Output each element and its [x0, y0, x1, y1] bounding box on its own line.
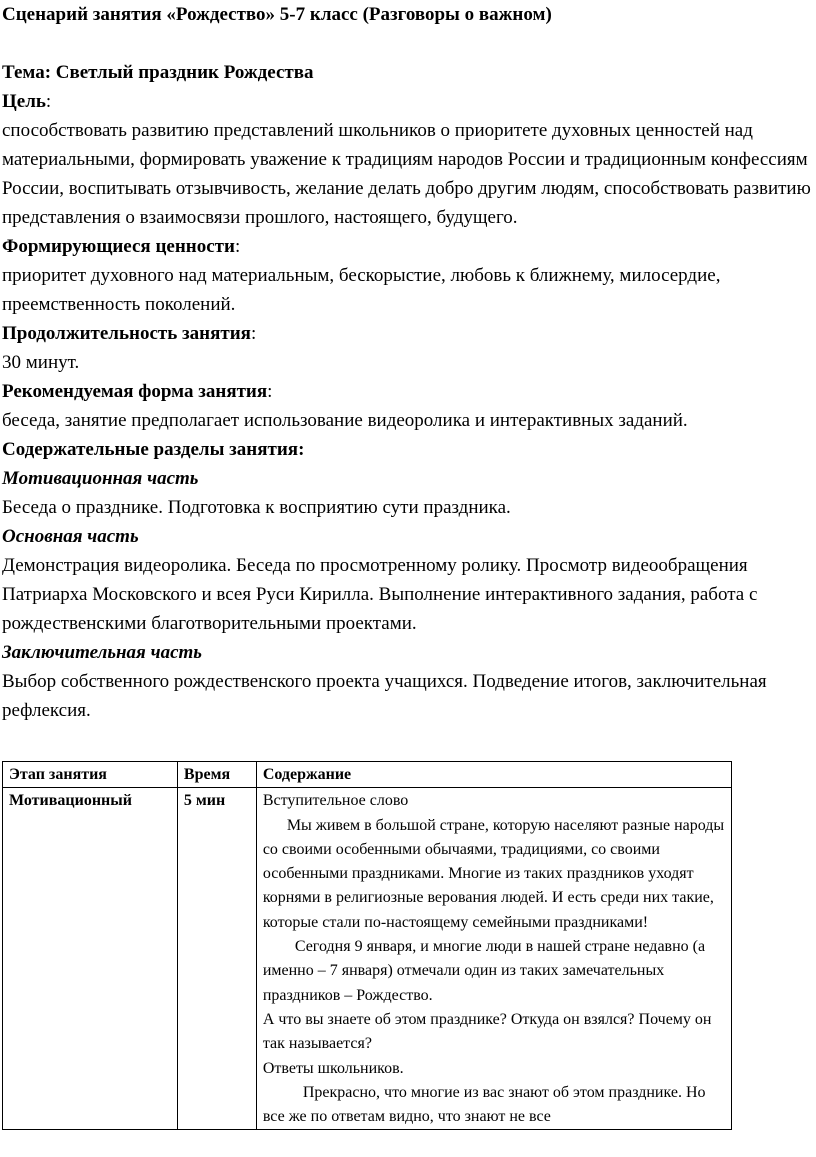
table-row	[3, 788, 732, 1130]
content-paragraph: Прекрасно, что многие из вас знают об этом празднике. Но все же по ответам видно, что знают не все	[262, 1083, 706, 1126]
header-content: Содержание	[256, 762, 731, 788]
content-intro: Вступительное слово	[262, 792, 409, 810]
duration-label: Продолжительность занятия	[2, 323, 251, 344]
duration-text: 30 минут.	[2, 352, 80, 373]
form-label-line: Рекомендуемая форма занятия:	[2, 381, 273, 402]
table-header-row	[3, 762, 732, 788]
form-text: беседа, занятие предполагает использование видеоролика и интерактивных заданий.	[2, 410, 688, 431]
final-part-text: Выбор собственного рождественского проекта учащихся. Подведение итогов, заключительная рефлексия.	[2, 671, 767, 721]
header-stage: Этап занятия	[3, 762, 178, 788]
duration-label-line: Продолжительность занятия:	[2, 323, 257, 344]
content-paragraph: Мы живем в большой стране, которую населяют разные народы со своими особенными обычаями, традициями, со своими особенными праздниками. Многие из таких праздников уходят корнями в религиозные верования людей. И есть среди них такие, которые стали по-настоящему семейными праздниками!	[262, 816, 725, 931]
goal-label: Цель	[2, 91, 46, 112]
document-body	[2, 58, 814, 725]
form-label: Рекомендуемая форма занятия	[2, 381, 268, 402]
content-question: А что вы знаете об этом празднике? Откуда он взялся? Почему он так называется?	[262, 1010, 712, 1053]
header-time: Время	[177, 762, 256, 788]
content-answers: Ответы школьников.	[262, 1059, 404, 1077]
content-paragraph: Сегодня 9 января, и многие люди в нашей стране недавно (а именно – 7 января) отмечали один из таких замечательных праздников – Рождество.	[262, 938, 706, 1004]
motivation-part-text: Беседа о празднике. Подготовка к восприятию сути праздника.	[2, 497, 511, 518]
values-label-line: Формирующиеся ценности:	[2, 236, 241, 257]
main-part-text: Демонстрация видеоролика. Беседа по просмотренному ролику. Просмотр видеообращения Патриарха Московского и всея Руси Кирилла. Выполнение интерактивного задания, работа с рождественскими благотворительными проектами.	[2, 555, 758, 634]
main-part-heading: Основная часть	[2, 526, 139, 547]
topic-heading: Тема: Светлый праздник Рождества	[2, 62, 314, 83]
motivation-part-heading: Мотивационная часть	[2, 468, 199, 489]
content-sections-label: Содержательные разделы занятия:	[2, 439, 305, 460]
row-stage: Мотивационный	[3, 788, 178, 1130]
values-label: Формирующиеся ценности	[2, 236, 235, 257]
values-text: приоритет духовного над материальным, бескорыстие, любовь к ближнему, милосердие, преемственность поколений.	[2, 265, 721, 315]
goal-label-line: Цель:	[2, 91, 52, 112]
lesson-plan-table	[2, 761, 732, 1130]
row-content	[256, 788, 731, 1130]
document-title: Сценарий занятия «Рождество» 5-7 класс (Разговоры о важном)	[2, 4, 552, 25]
goal-text: способствовать развитию представлений школьников о приоритете духовных ценностей над материальными, формировать уважение к традициям народов России и традиционным конфессиям России, воспитывать отзывчивость, желание делать добро другим людям, способствовать развитию представления о взаимосвязи прошлого, настоящего, будущего.	[2, 120, 811, 228]
final-part-heading: Заключительная часть	[2, 642, 202, 663]
row-time: 5 мин	[177, 788, 256, 1130]
